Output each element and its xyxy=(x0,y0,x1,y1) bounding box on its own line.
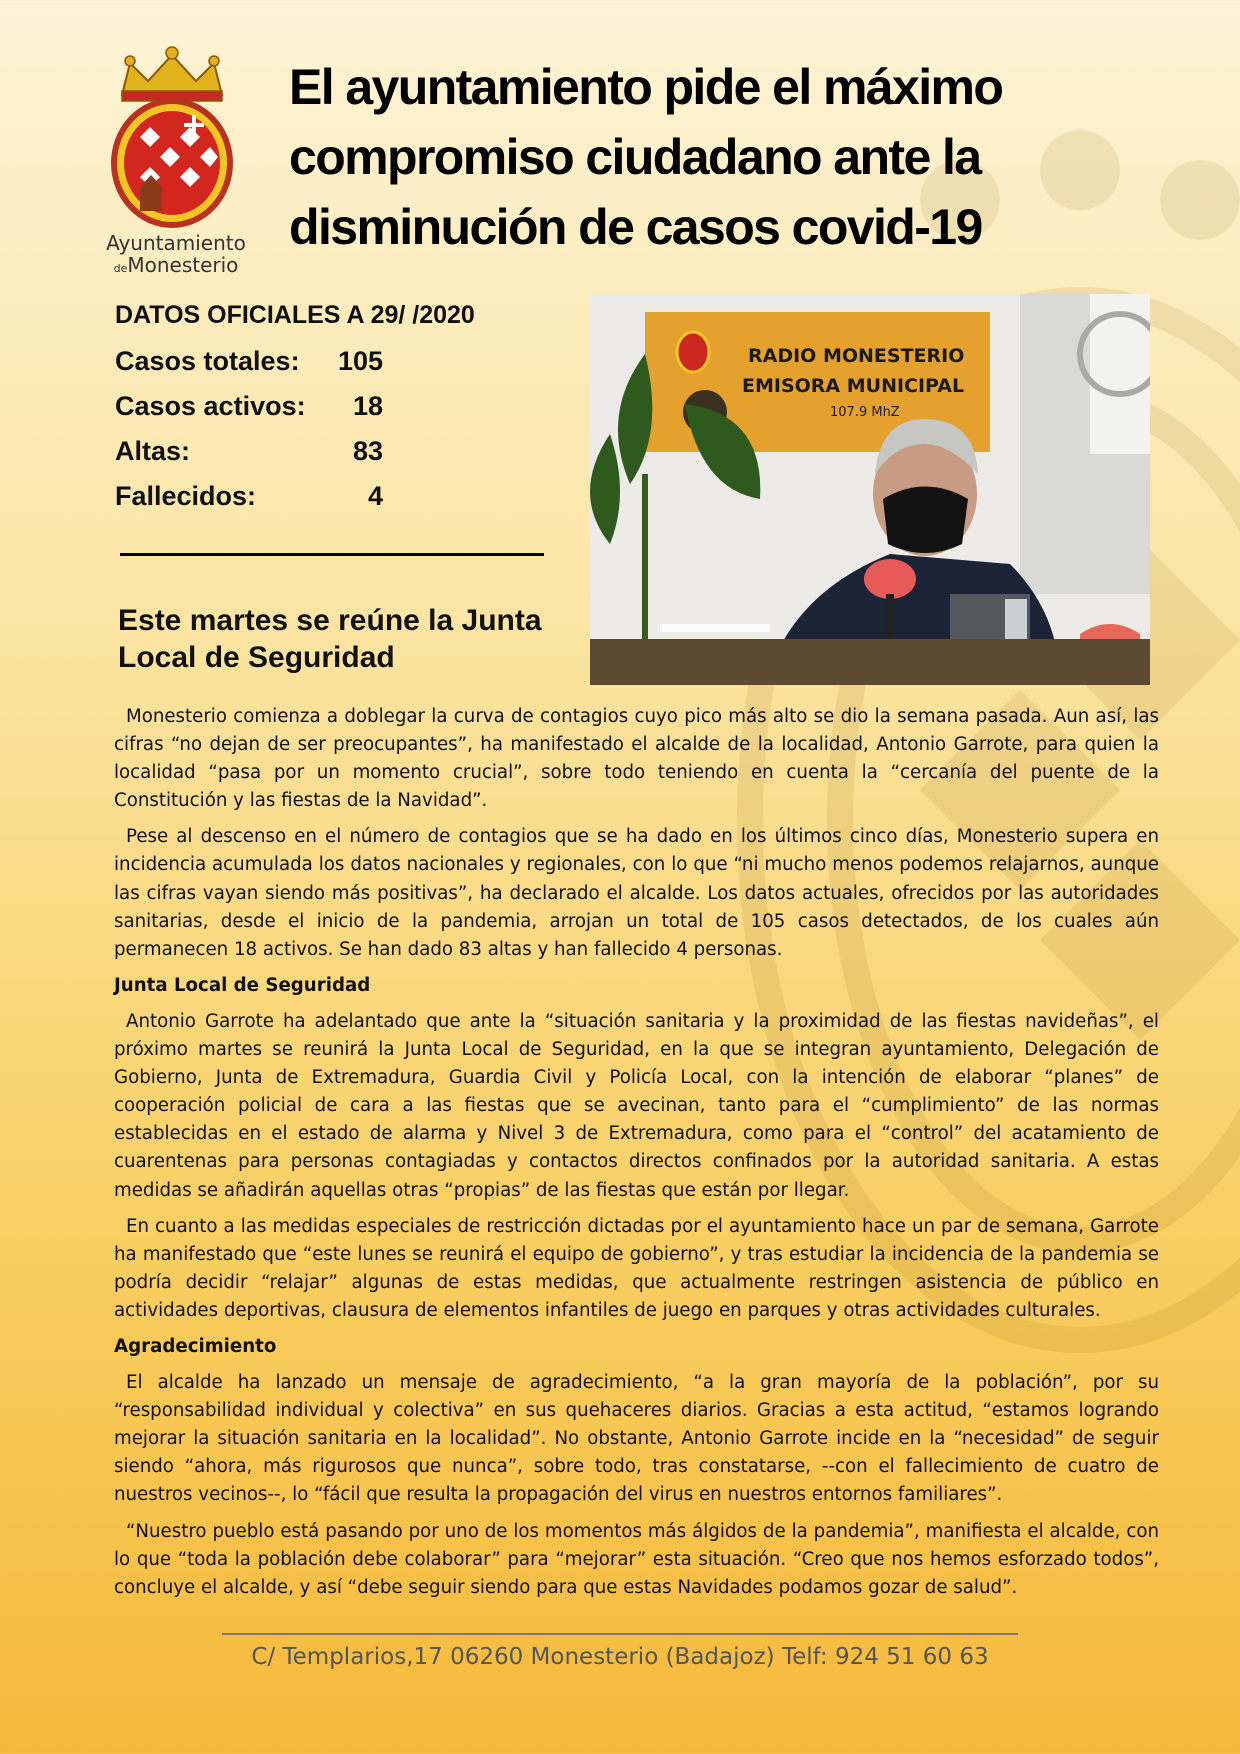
radio-sign-line2: EMISORA MUNICIPAL xyxy=(742,375,965,397)
radio-sign-frequency: 107.9 MhZ xyxy=(830,405,900,420)
radio-sign-line1: RADIO MONESTERIO xyxy=(748,345,965,367)
stat-row-active xyxy=(115,384,555,429)
stat-label: Casos totales: xyxy=(115,346,300,376)
article-paragraph: “Nuestro pueblo está pasando por uno de los momentos más álgidos de la pandemia”, manifiesta el alcalde, con lo que “toda la población debe colaborar” para “mejorar” esta situación. “Creo que nos hemos esforzado todos”, concluye el alcalde, y así “debe seguir siendo para que estas Navidades podamos gozar de salud”. xyxy=(114,1520,1159,1598)
logo-caption-line1: Ayuntamiento xyxy=(106,231,246,255)
article-paragraph: Monesterio comienza a doblegar la curva de contagios cuyo pico más alto se dio la semana pasada. Aun así, las cifras “no dejan de ser preocupantes”, ha manifestado el alcalde de la localidad, Antonio Garrote, para quien la localidad “pasa por un momento crucial”, sobre todo teniendo en cuenta la “cercanía del puente de la Constitución y las fiestas de la Navidad”. xyxy=(114,706,1159,812)
footer-address: C/ Templarios,17 06260 Monesterio (Badajoz) Telf: 924 51 60 63 xyxy=(251,1644,989,1670)
section-heading-agradecimiento: Agradecimiento xyxy=(114,1335,277,1357)
stat-value: 4 xyxy=(367,481,383,511)
stats-header: DATOS OFICIALES A 29/ /2020 xyxy=(115,301,475,329)
logo-caption-line2 xyxy=(96,254,256,280)
stat-row-total xyxy=(115,339,555,384)
logo-caption-de: de xyxy=(113,262,128,275)
radio-studio-photo xyxy=(590,294,1150,685)
stat-value: 83 xyxy=(352,436,383,466)
stat-label: Casos activos: xyxy=(115,391,306,421)
stat-row-discharged xyxy=(115,429,555,474)
logo-caption xyxy=(96,232,256,280)
article-paragraph: En cuanto a las medidas especiales de restricción dictadas por el ayuntamiento hace un par de semana, Garrote ha manifestado que “este lunes se reunirá el equipo de gobierno”, y tras estudiar la incidencia de la pandemia se podría decidir “relajar” algunas de estas medidas, que actualmente restringen asistencia de público en actividades deportivas, clausura de elementos infantiles de juego en parques y otras actividades culturales. xyxy=(114,1215,1159,1321)
article-paragraph: El alcalde ha lanzado un mensaje de agradecimiento, “a la gran mayoría de la población”, por su “responsabilidad individual y colectiva” en sus quehaceres diarios. Gracias a esta actitud, “estamos logrando mejorar la situación sanitaria en la localidad”. No obstante, Antonio Garrote incide en la “necesidad” de seguir siendo “ahora, más rigurosos que nunca”, sobre todo, tras constatarse, --con el fallecimiento de cuatro de nuestros vecinos--, lo “fácil que resulta la propagación del virus en nuestros entornos familiares”. xyxy=(114,1372,1159,1506)
article-body xyxy=(114,703,1159,1610)
official-stats-box xyxy=(115,298,555,519)
logo-caption-town: Monesterio xyxy=(127,253,239,277)
stat-label: Altas: xyxy=(115,436,191,466)
section-divider xyxy=(120,553,544,556)
article-paragraph: Antonio Garrote ha adelantado que ante la “situación sanitaria y la proximidad de las fiestas navideñas”, el próximo martes se reunirá la Junta Local de Seguridad, en la que se integran ayuntamiento, Delegación de Gobierno, Junta de Extremadura, Guardia Civil y Policía Local, con la intención de elaborar “planes” de cooperación policial de cara a las fiestas que se avecinan, tanto para el “cumplimiento” de las normas establecidas en el estado de alarma y Nivel 3 de Extremadura, como para el “control” del acatamiento de cuarentenas para personas contagiadas y contactos directos confinados por la autoridad sanitaria. A estas medidas se añadirán aquellas otras “propias” de las fiestas que están por llegar. xyxy=(114,1010,1159,1201)
town-coat-of-arms-logo xyxy=(100,45,245,230)
stat-row-deceased xyxy=(115,474,555,519)
footer-divider xyxy=(222,1633,1018,1635)
subtitle: Este martes se reúne la Junta Local de Seguridad xyxy=(118,604,542,674)
stat-label: Fallecidos: xyxy=(115,481,257,511)
stat-value: 105 xyxy=(337,346,383,376)
article-paragraph: Pese al descenso en el número de contagios que se ha dado en los últimos cinco días, Monesterio supera en incidencia acumulada los datos nacionales y regionales, con lo que “ni mucho menos podemos relajarnos, aunque las cifras vayan siendo más positivas”, ha declarado el alcalde. Los datos actuales, ofrecidos por las autoridades sanitarias, desde el inicio de la pandemia, arrojan un total de 105 casos detectados, de los cuales aún permanecen 18 activos. Se han dado 83 altas y han fallecido 4 personas. xyxy=(114,826,1159,960)
headline: El ayuntamiento pide el máximo compromiso ciudadano ante la disminución de casos covid-19 xyxy=(289,59,1003,255)
stat-value: 18 xyxy=(352,391,383,421)
section-heading-junta: Junta Local de Seguridad xyxy=(114,974,371,996)
